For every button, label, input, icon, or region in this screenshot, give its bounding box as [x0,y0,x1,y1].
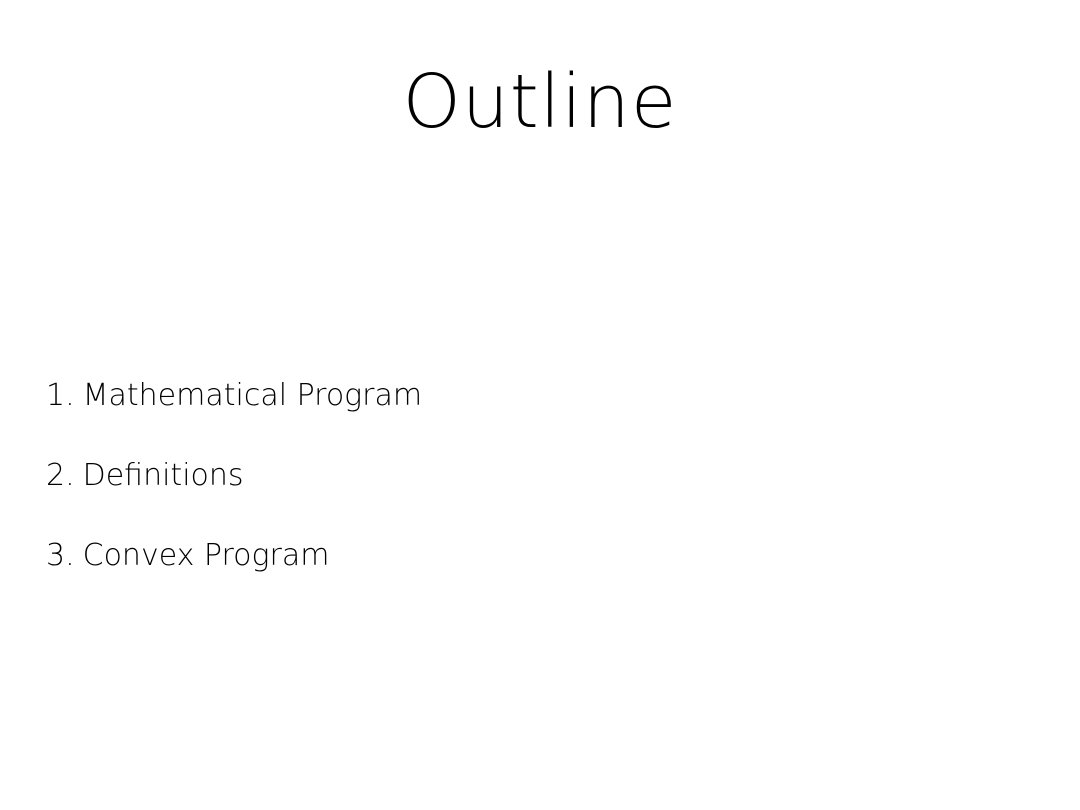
outline-item-number: 3. [46,538,75,573]
outline-item-mathematical-program [46,376,422,416]
outline-item-label: Convex Program [82,538,330,573]
outline-item-number: 2. [46,458,75,493]
outline-list [46,376,422,616]
outline-item-label: Mathematical Program [82,378,423,413]
outline-item-definitions [46,456,422,496]
outline-item-number: 1. [46,378,75,413]
outline-item-label: Definitions [82,458,244,493]
outline-item-convex-program [46,536,422,576]
slide-title: Outline [402,59,678,145]
